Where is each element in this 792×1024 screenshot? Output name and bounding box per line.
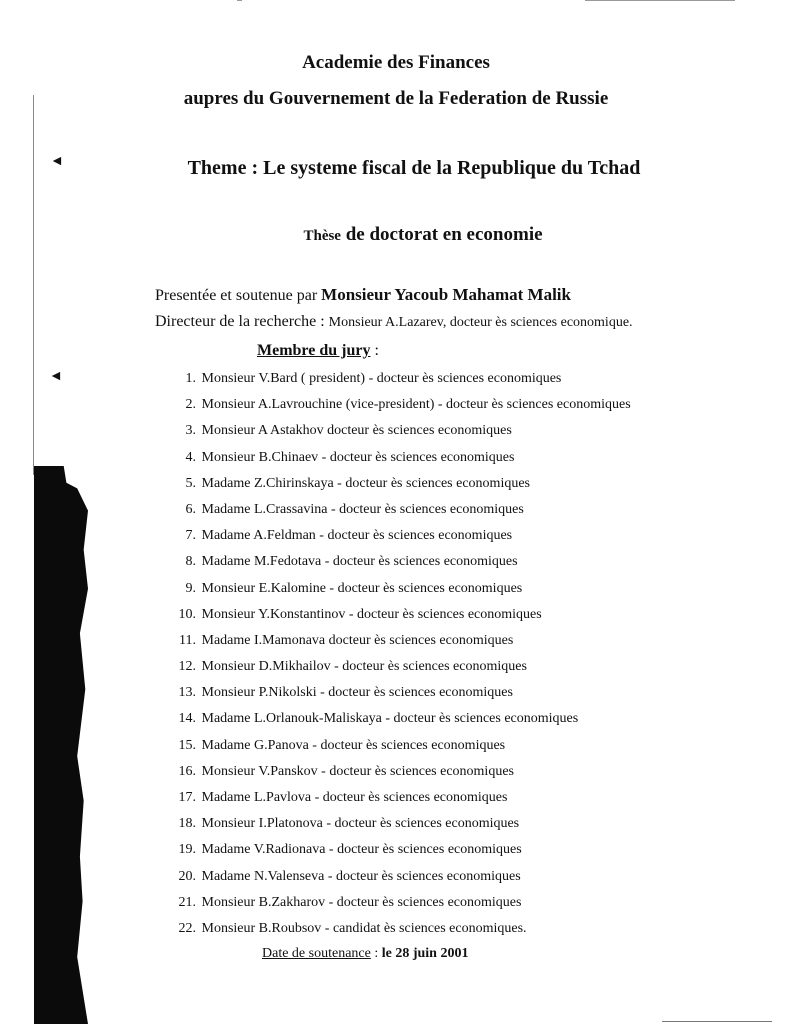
- arrow-icon: ◄: [49, 369, 63, 384]
- jury-member-number: 9.: [185, 580, 196, 596]
- jury-member: [172, 656, 631, 682]
- scan-artifact: [585, 0, 735, 1]
- jury-member: [172, 787, 631, 813]
- jury-member-text: Monsieur A.Lavrouchine (vice-president) - docteur ès sciences economiques: [201, 397, 631, 413]
- jury-member: [172, 839, 631, 865]
- jury-member-text: Madame Z.Chirinskaya - docteur ès sciences economiques: [201, 475, 531, 491]
- jury-member: [172, 525, 631, 551]
- jury-member-text: Monsieur B.Chinaev - docteur ès sciences economiques: [201, 449, 515, 465]
- jury-title: Membre du jury: [257, 342, 371, 359]
- jury-member: [172, 473, 631, 499]
- jury-member: [172, 761, 631, 787]
- jury-member: [172, 682, 631, 708]
- jury-member-number: 5.: [185, 475, 196, 491]
- jury-member-number: 11.: [179, 632, 196, 648]
- jury-member-text: Monsieur B.Roubsov - candidat ès sciences economiques.: [201, 920, 527, 936]
- jury-member-text: Monsieur V.Panskov - docteur ès sciences economiques: [201, 763, 514, 779]
- jury-member-number: 2.: [185, 397, 196, 413]
- jury-member: [172, 866, 631, 892]
- director-detail: Monsieur A.Lazarev, docteur ès sciences economique.: [328, 315, 633, 330]
- jury-member-number: 18.: [178, 816, 196, 832]
- jury-member: [172, 420, 631, 446]
- jury-member-text: Madame L.Pavlova - docteur ès sciences economiques: [201, 790, 508, 805]
- jury-member: [172, 708, 631, 734]
- jury-member-text: Monsieur A Astakhov docteur ès sciences economiques: [201, 423, 512, 439]
- jury-member-number: 10.: [178, 606, 196, 622]
- jury-member-text: Madame N.Valenseva - docteur ès sciences economiques: [201, 868, 521, 884]
- institution-line-1: Academie des Finances: [302, 52, 490, 73]
- thesis-type: [27, 224, 792, 246]
- jury-member: [172, 551, 631, 577]
- jury-member: [172, 447, 631, 473]
- jury-heading: [257, 342, 379, 360]
- author-name: Monsieur Yacoub Mahamat Malik: [321, 285, 571, 304]
- thesis-type-rest: de doctorat en economie: [340, 224, 543, 245]
- jury-member-number: 14.: [178, 711, 196, 727]
- jury-member-text: Monsieur E.Kalomine - docteur ès sciences economiques: [201, 580, 523, 596]
- date-value: le 28 juin 2001: [381, 946, 469, 961]
- jury-member-text: Monsieur I.Platonova - docteur ès sciences economiques: [201, 816, 520, 832]
- jury-member-text: Monsieur D.Mikhailov - docteur ès sciences economiques: [201, 659, 527, 675]
- scan-artifact: [33, 95, 34, 475]
- jury-member-number: 19.: [178, 842, 196, 858]
- jury-member-number: 7.: [185, 528, 196, 544]
- scan-artifact: [34, 466, 88, 1024]
- arrow-icon: ◄: [50, 154, 64, 169]
- jury-member: [172, 499, 631, 525]
- jury-member: [172, 735, 631, 761]
- presented-by: [155, 285, 571, 305]
- jury-member-number: 13.: [178, 685, 196, 701]
- jury-member-number: 8.: [185, 554, 196, 570]
- jury-member-text: Monsieur Y.Konstantinov - docteur ès sciences economiques: [201, 606, 542, 622]
- jury-member: [172, 813, 631, 839]
- jury-member-text: Madame I.Mamonava docteur ès sciences economiques: [201, 632, 514, 648]
- institution-line-2: aupres du Gouvernement de la Federation de Russie: [183, 88, 609, 109]
- scan-artifact: [662, 1021, 772, 1022]
- jury-member-number: 22.: [178, 920, 196, 936]
- jury-member: [172, 630, 631, 656]
- jury-member-number: 4.: [185, 449, 196, 465]
- date-label: Date de soutenance: [262, 946, 371, 961]
- scan-artifact: [237, 0, 242, 1]
- jury-member: [172, 578, 631, 604]
- defense-date: [262, 946, 468, 962]
- jury-member: [172, 394, 631, 420]
- jury-title-suffix: :: [370, 342, 379, 359]
- jury-member-text: Madame G.Panova - docteur ès sciences economiques: [201, 737, 506, 753]
- jury-member-text: Madame L.Orlanouk-Maliskaya - docteur ès sciences economiques: [201, 711, 579, 727]
- thesis-type-prefix: Thèse: [303, 228, 341, 244]
- jury-member-number: 3.: [185, 423, 196, 439]
- jury-member-number: 15.: [178, 737, 196, 753]
- jury-member-text: Madame L.Crassavina - docteur ès sciences economiques: [201, 501, 524, 517]
- jury-list: [172, 368, 631, 944]
- jury-member-number: 1.: [185, 371, 196, 386]
- jury-member-text: Monsieur P.Nikolski - docteur ès sciences economiques: [201, 685, 513, 701]
- date-separator: :: [370, 946, 382, 961]
- jury-member-number: 16.: [178, 763, 196, 779]
- jury-member-text: Madame V.Radionava - docteur ès sciences economiques: [201, 842, 522, 858]
- thesis-theme: Theme : Le systeme fiscal de la Republique du Tchad: [187, 157, 641, 179]
- jury-member: [172, 368, 631, 394]
- jury-member-number: 6.: [185, 501, 196, 517]
- director-label: Directeur de la recherche :: [155, 313, 329, 330]
- jury-member-text: Madame A.Feldman - docteur ès sciences economiques: [201, 528, 513, 544]
- presented-label: Presentée et soutenue par: [155, 287, 322, 304]
- jury-member: [172, 892, 631, 918]
- jury-member: [172, 918, 631, 944]
- jury-member-text: Monsieur B.Zakharov - docteur ès sciences economiques: [201, 894, 522, 910]
- jury-member-number: 21.: [178, 894, 196, 910]
- jury-member: [172, 604, 631, 630]
- jury-member-text: Monsieur V.Bard ( president) - docteur ès sciences economiques: [201, 371, 562, 386]
- research-director: [155, 313, 633, 331]
- jury-member-number: 20.: [178, 868, 196, 884]
- jury-member-number: 17.: [178, 790, 196, 805]
- jury-member-number: 12.: [178, 659, 196, 675]
- jury-member-text: Madame M.Fedotava - docteur ès sciences economiques: [201, 554, 518, 570]
